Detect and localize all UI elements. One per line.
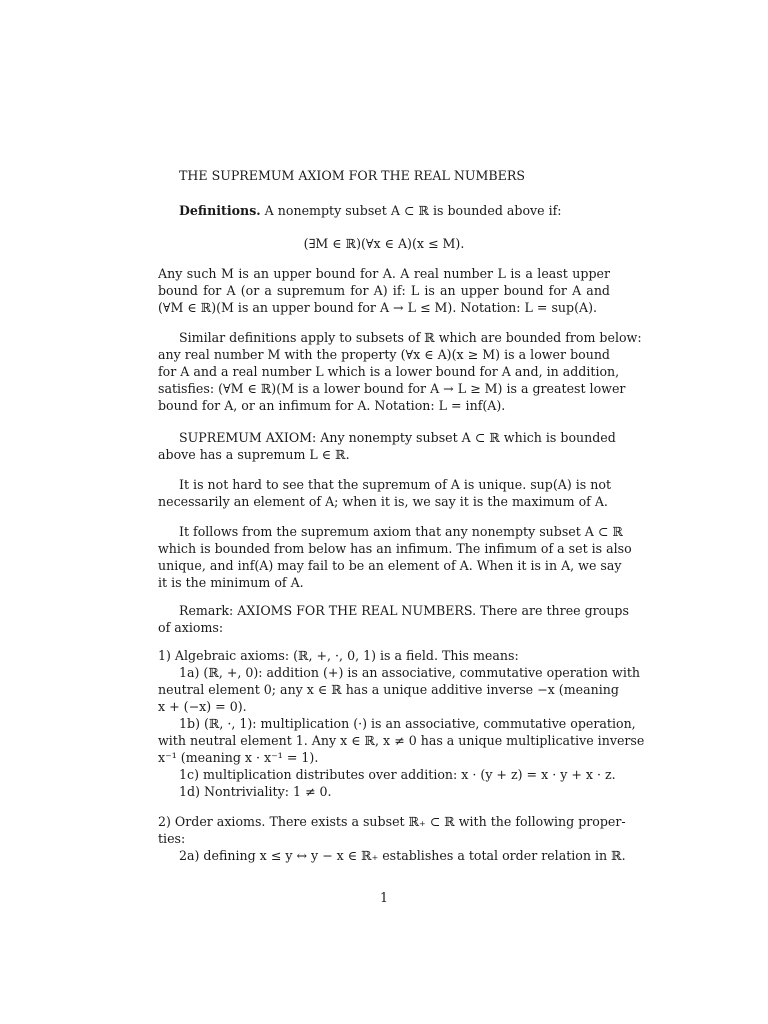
- remark-text-line: Remark: AXIOMS FOR THE REAL NUMBERS. There are three groups: [179, 603, 629, 618]
- definition-text-line: (∀M ∈ ℝ)(M is an upper bound for A → L ≤ M). Notation: L = sup(A).: [158, 300, 598, 315]
- axiom-text-line: above has a supremum L ∈ ℝ.: [158, 447, 350, 462]
- order-axioms-line: ties:: [158, 831, 186, 846]
- definitions-line: [179, 202, 610, 219]
- unique-text-line: necessarily an element of A; when it is, we say it is the maximum of A.: [158, 494, 608, 509]
- algebraic-axioms-line: x⁻¹ (meaning x · x⁻¹ = 1).: [158, 750, 319, 765]
- similar-text-line: Similar definitions apply to subsets of ℝ which are bounded from below:: [179, 330, 642, 345]
- axiom-text-line: SUPREMUM AXIOM: Any nonempty subset A ⊂ ℝ which is bounded: [179, 430, 616, 445]
- follows-text-line: unique, and inf(A) may fail to be an element of A. When it is in A, we say: [158, 558, 622, 573]
- order-axioms-line: 2a) defining x ≤ y ↔ y − x ∈ ℝ₊ establishes a total order relation in ℝ.: [179, 848, 626, 863]
- algebraic-axioms-line: x + (−x) = 0).: [158, 699, 247, 714]
- follows-text-line: which is bounded from below has an infimum. The infimum of a set is also: [158, 541, 632, 556]
- algebraic-axioms-line: 1a) (ℝ, +, 0): addition (+) is an associative, commutative operation with: [179, 665, 641, 680]
- algebraic-axioms-line: 1c) multiplication distributes over addition: x · (y + z) = x · y + x · z.: [179, 767, 616, 782]
- definition-text-line: Any such M is an upper bound for A. A real number L is a least upper: [158, 266, 610, 281]
- algebraic-axioms-line: 1) Algebraic axioms: (ℝ, +, ·, 0, 1) is a field. This means:: [158, 648, 519, 663]
- definition-text-line: bound for A (or a supremum for A) if: L is an upper bound for A and: [158, 283, 610, 298]
- follows-text-line: it is the minimum of A.: [158, 575, 304, 590]
- algebraic-axioms-line: 1b) (ℝ, ·, 1): multiplication (·) is an associative, commutative operation,: [179, 716, 636, 731]
- definitions-intro: A nonempty subset A ⊂ ℝ is bounded above if:: [260, 203, 562, 218]
- follows-text-line: It follows from the supremum axiom that any nonempty subset A ⊂ ℝ: [179, 524, 623, 539]
- remark-text-line: of axioms:: [158, 620, 224, 635]
- definitions-heading: Definitions.: [179, 203, 261, 218]
- similar-text-line: any real number M with the property (∀x ∈ A)(x ≥ M) is a lower bound: [158, 347, 610, 362]
- unique-text-line: It is not hard to see that the supremum of A is unique. sup(A) is not: [179, 477, 612, 492]
- similar-text-line: bound for A, or an infimum for A. Notation: L = inf(A).: [158, 398, 506, 413]
- similar-text-line: for A and a real number L which is a lower bound for A and, in addition,: [158, 364, 620, 379]
- page-title: THE SUPREMUM AXIOM FOR THE REAL NUMBERS: [179, 168, 525, 183]
- algebraic-axioms-line: with neutral element 1. Any x ∈ ℝ, x ≠ 0 has a unique multiplicative inverse: [158, 733, 645, 748]
- page-number: 1: [379, 890, 388, 905]
- algebraic-axioms-line: 1d) Nontriviality: 1 ≠ 0.: [179, 784, 332, 799]
- order-axioms-line: 2) Order axioms. There exists a subset ℝ₊ ⊂ ℝ with the following proper-: [158, 814, 626, 829]
- algebraic-axioms-line: neutral element 0; any x ∈ ℝ has a unique additive inverse −x (meaning: [158, 682, 619, 697]
- similar-text-line: satisfies: (∀M ∈ ℝ)(M is a lower bound for A → L ≥ M) is a greatest lower: [158, 381, 626, 396]
- bounded-above-formula: (∃M ∈ ℝ)(∀x ∈ A)(x ≤ M).: [303, 236, 465, 251]
